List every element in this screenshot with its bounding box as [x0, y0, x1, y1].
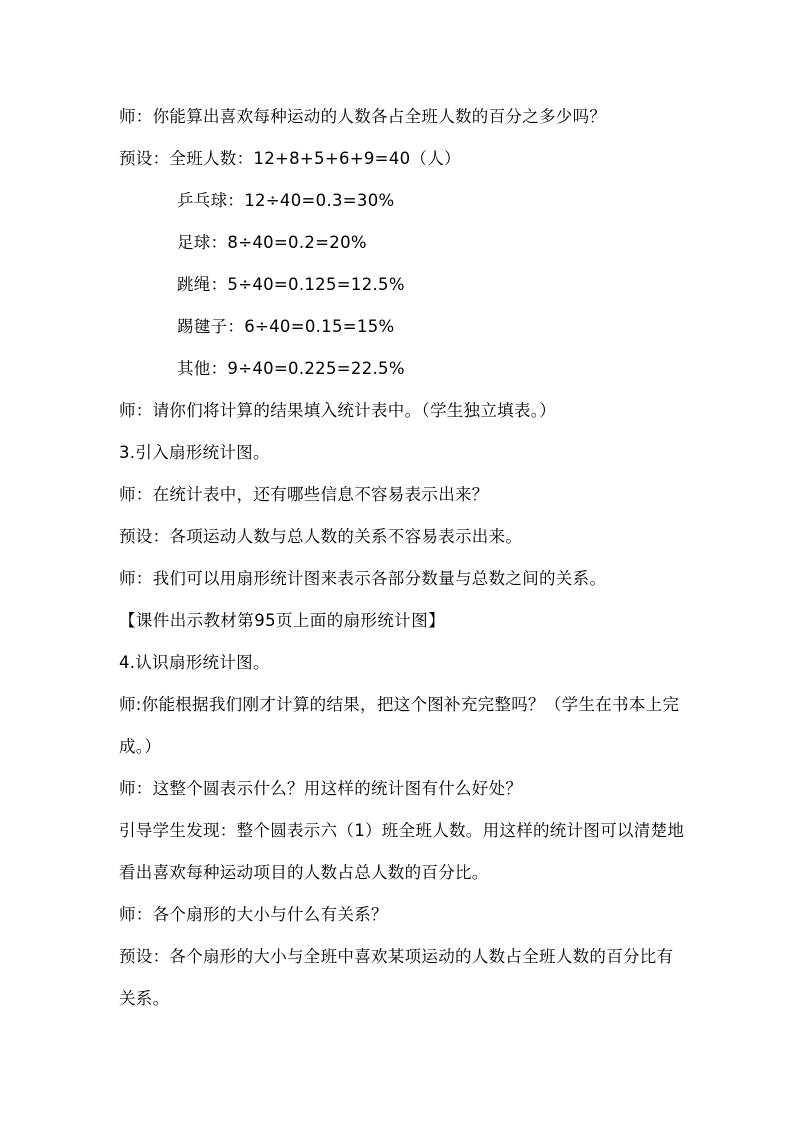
- calc-other: 其他：9÷40=0.225=22.5%: [177, 359, 405, 378]
- calc-football: 足球：8÷40=0.2=20%: [177, 233, 367, 252]
- section-4-heading: 4.认识扇形统计图。: [119, 653, 270, 672]
- calc-jump-rope: 跳绳：5÷40=0.125=12.5%: [177, 275, 405, 294]
- teacher-fill-table: 师：请你们将计算的结果填入统计表中。（学生独立填表。）: [119, 401, 557, 420]
- section-3-heading: 3.引入扇形统计图。: [119, 443, 270, 462]
- teacher-sector-size-question: 师：各个扇形的大小与什么有关系？: [119, 905, 388, 924]
- preset-sector-size: 预设：各个扇形的大小与全班中喜欢某项运动的人数占全班人数的百分比有关系。: [119, 947, 674, 1008]
- courseware-note: 【课件出示教材第95页上面的扇形统计图】: [119, 611, 445, 630]
- calc-pingpong: 乒乓球：12÷40=0.3=30%: [177, 191, 395, 210]
- preset-relationship: 预设：各项运动人数与总人数的关系不容易表示出来。: [119, 527, 523, 546]
- teacher-question-info: 师：在统计表中，还有哪些信息不容易表示出来？: [119, 485, 489, 504]
- teacher-pie-chart-intro: 师：我们可以用扇形统计图来表示各部分数量与总数之间的关系。: [119, 569, 607, 588]
- teacher-question-percentages: 师：你能算出喜欢每种运动的人数各占全班人数的百分之多少吗？: [119, 107, 607, 126]
- guide-discovery: 引导学生发现：整个圆表示六（1）班全班人数。用这样的统计图可以清楚地看出喜欢每种运动项目的人数占总人数的百分比。: [119, 821, 685, 882]
- calc-shuttlecock: 踢毽子：6÷40=0.15=15%: [177, 317, 395, 336]
- teacher-complete-chart: 师:你能根据我们刚才计算的结果，把这个图补充完整吗？（学生在书本上完成。）: [119, 695, 680, 756]
- teacher-circle-question: 师：这整个圆表示什么？用这样的统计图有什么好处？: [119, 779, 523, 798]
- preset-total-students: 预设：全班人数：12+8+5+6+9=40（人）: [119, 149, 461, 168]
